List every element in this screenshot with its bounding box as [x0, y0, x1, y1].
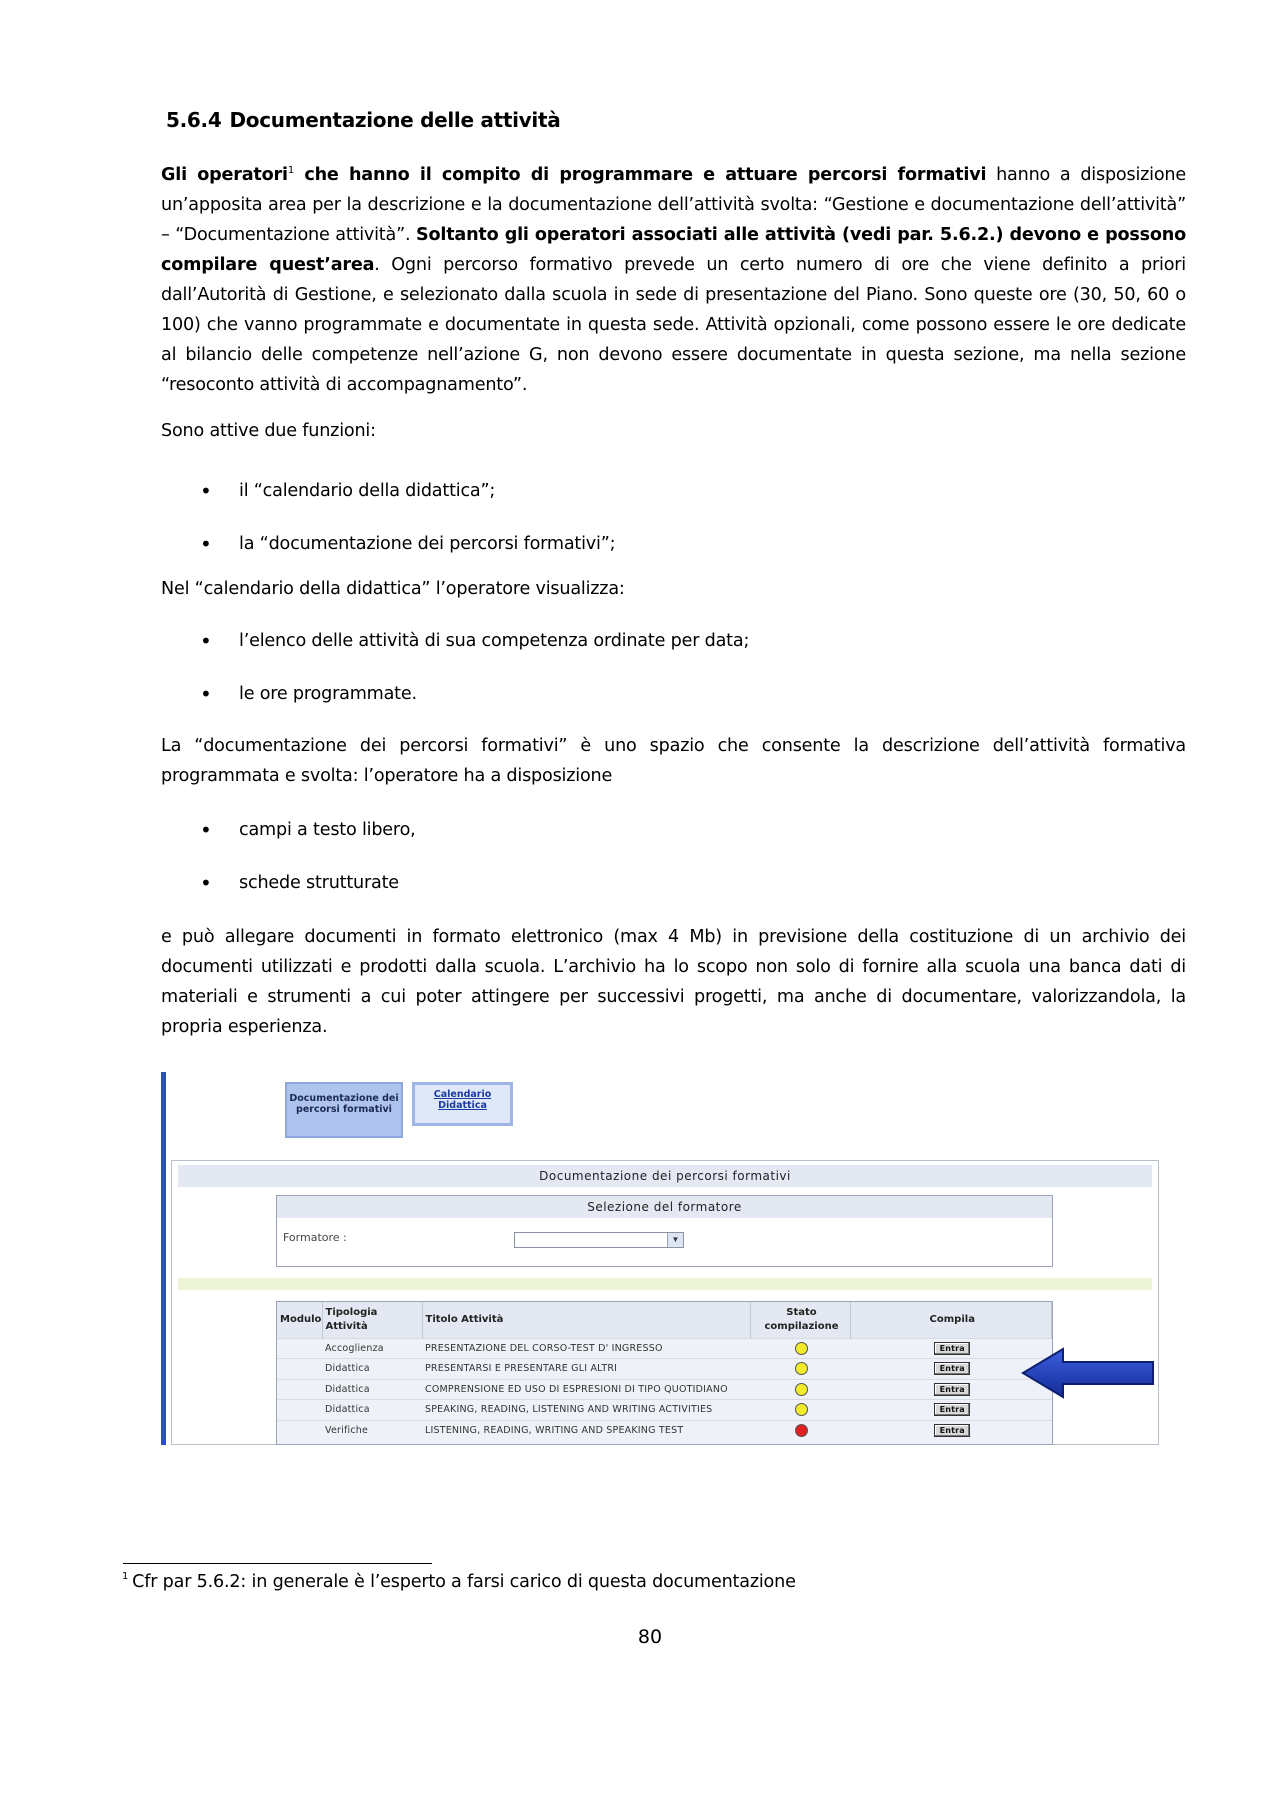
list-item: • la “documentazione dei percorsi formativi”;	[200, 529, 615, 582]
page-number: 80	[637, 1626, 663, 1648]
footnote	[122, 1572, 796, 1592]
table-header-row	[277, 1302, 1052, 1338]
chevron-down-icon[interactable]: ▼	[667, 1233, 683, 1247]
separator-strip	[178, 1278, 1152, 1290]
cell-titolo: PRESENTAZIONE DEL CORSO-TEST D' INGRESSO	[422, 1338, 750, 1359]
col-tipologia: Tipologia Attività	[322, 1302, 422, 1338]
list-item: • l’elenco delle attività di sua competenza ordinate per data;	[200, 626, 749, 679]
cell-tipologia: Accoglienza	[322, 1338, 422, 1359]
calendar-list	[200, 626, 749, 732]
table-row	[277, 1379, 1052, 1400]
status-dot-icon	[795, 1342, 808, 1355]
documentation-list	[200, 815, 416, 921]
cell-stato	[750, 1379, 850, 1400]
embedded-screenshot	[161, 1072, 1161, 1445]
footnote-rule	[123, 1563, 432, 1564]
tab-documentazione[interactable]: Documentazione dei percorsi formativi	[285, 1082, 403, 1138]
status-dot-icon	[795, 1383, 808, 1396]
col-compila: Compila	[850, 1302, 1052, 1338]
cell-stato	[750, 1400, 850, 1421]
formatore-select[interactable]	[514, 1232, 684, 1248]
cell-modulo	[277, 1400, 322, 1421]
col-stato: Stato compilazione	[750, 1302, 850, 1338]
footnote-ref: 1	[287, 165, 294, 176]
status-dot-icon	[795, 1362, 808, 1375]
entra-button[interactable]: Entra	[934, 1403, 970, 1416]
activities-table	[276, 1301, 1053, 1445]
text-intro-2: . Ogni percorso formativo prevede un certo numero di ore che viene definito a priori dall’Autorità di Gestione, e selezionato dalla scuola in sede di presentazione del Piano. Sono queste ore (30, 50, 60 o 100) che vanno programmate e documentate in questa sede. Attività opzionali, come possono essere le ore dedicate al bilancio delle competenze nell’azione G, non devono essere documentate in questa sezione, ma nella sezione “resoconto attività di accompagnamento”.	[161, 255, 1186, 395]
functions-list	[200, 476, 615, 582]
section-title: Documentazione delle attività	[229, 108, 561, 132]
entra-button[interactable]: Entra	[934, 1362, 970, 1375]
cell-titolo: PRESENTARSI E PRESENTARE GLI ALTRI	[422, 1359, 750, 1380]
documentation-panel	[171, 1160, 1159, 1445]
cell-compila	[850, 1400, 1052, 1421]
paragraph-functions: Sono attive due funzioni:	[161, 421, 376, 441]
panel-title: Documentazione dei percorsi formativi	[178, 1165, 1152, 1187]
cell-tipologia: Didattica	[322, 1359, 422, 1380]
list-item: • schede strutturate	[200, 868, 416, 921]
entra-button[interactable]: Entra	[934, 1424, 970, 1437]
cell-stato	[750, 1338, 850, 1359]
footnote-text: Cfr par 5.6.2: in generale è l’esperto a farsi carico di questa documentazione	[132, 1572, 796, 1592]
cell-modulo	[277, 1359, 322, 1380]
list-item: • le ore programmate.	[200, 679, 749, 732]
status-dot-icon	[795, 1424, 808, 1437]
status-dot-icon	[795, 1403, 808, 1416]
cell-tipologia: Didattica	[322, 1379, 422, 1400]
col-titolo: Titolo Attività	[422, 1302, 750, 1338]
cell-titolo: COMPRENSIONE ED USO DI ESPRESIONI DI TIPO QUOTIDIANO	[422, 1379, 750, 1400]
table-row	[277, 1420, 1052, 1441]
cell-stato	[750, 1420, 850, 1441]
list-item: • campi a testo libero,	[200, 815, 416, 868]
bold-role: che hanno il compito di programmare e attuare percorsi formativi	[294, 165, 987, 185]
paragraph-calendar: Nel “calendario della didattica” l’operatore visualizza:	[161, 579, 625, 599]
text-intro-1: hanno a disposizione un’apposita area per la descrizione e la documentazione dell’attività svolta: “Gestione e documentazione dell’attività” – “Documentazione attività”.	[161, 165, 1186, 245]
paragraph-intro	[161, 160, 1186, 400]
pointer-arrow-icon	[1021, 1345, 1161, 1401]
trainer-selection-box	[276, 1195, 1053, 1267]
section-number: 5.6.4	[166, 108, 222, 132]
screenshot-left-bar	[161, 1072, 166, 1445]
cell-stato	[750, 1359, 850, 1380]
cell-compila	[850, 1420, 1052, 1441]
table-row	[277, 1338, 1052, 1359]
cell-titolo: LISTENING, READING, WRITING AND SPEAKING TEST	[422, 1420, 750, 1441]
cell-titolo: SPEAKING, READING, LISTENING AND WRITING ACTIVITIES	[422, 1400, 750, 1421]
entra-button[interactable]: Entra	[934, 1342, 970, 1355]
paragraph-attachments: e può allegare documenti in formato elettronico (max 4 Mb) in previsione della costituzione di un archivio dei documenti utilizzati e prodotti dalla scuola. L’archivio ha lo scopo non solo di fornire alla scuola una banca dati di materiali e strumenti a cui poter attingere per successivi progetti, ma anche di documentare, valorizzandola, la propria esperienza.	[161, 927, 1186, 1037]
entra-button[interactable]: Entra	[934, 1383, 970, 1396]
cell-tipologia: Verifiche	[322, 1420, 422, 1441]
bold-operators: Gli operatori	[161, 165, 288, 185]
cell-modulo	[277, 1420, 322, 1441]
tab-calendario[interactable]: Calendario Didattica	[412, 1082, 513, 1126]
table-row	[277, 1359, 1052, 1380]
selection-title: Selezione del formatore	[277, 1196, 1052, 1218]
table-row	[277, 1400, 1052, 1421]
cell-modulo	[277, 1338, 322, 1359]
bold-restriction: Soltanto gli operatori associati alle attività (vedi par. 5.6.2.) devono e possono compilare quest’area	[161, 225, 1187, 275]
footnote-mark: 1	[122, 1571, 129, 1582]
paragraph-documentation: La “documentazione dei percorsi formativi” è uno spazio che consente la descrizione dell’attività formativa programmata e svolta: l’operatore ha a disposizione	[161, 736, 1186, 786]
list-item: • il “calendario della didattica”;	[200, 476, 615, 529]
col-modulo: Modulo	[277, 1302, 322, 1338]
formatore-label: Formatore :	[283, 1231, 347, 1244]
cell-tipologia: Didattica	[322, 1400, 422, 1421]
section-heading	[166, 108, 568, 132]
cell-modulo	[277, 1379, 322, 1400]
